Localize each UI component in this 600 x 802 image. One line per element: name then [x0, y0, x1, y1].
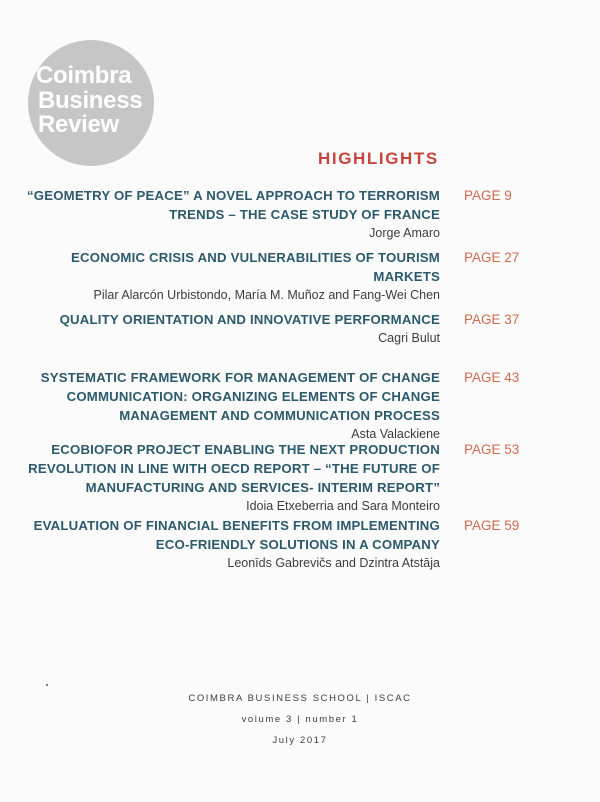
article-page-number[interactable]: PAGE 37 [464, 312, 520, 327]
article-title[interactable] [0, 516, 440, 554]
article-title-line: MANAGEMENT AND COMMUNICATION PROCESS [119, 408, 440, 423]
article-title-line: SYSTEMATIC FRAMEWORK FOR MANAGEMENT OF CHANGE [40, 370, 440, 385]
article-authors: Idoia Etxeberria and Sara Monteiro [246, 499, 440, 513]
article-title-line: ECONOMIC CRISIS AND VULNERABILITIES OF TOURISM [71, 250, 440, 265]
article-title[interactable] [0, 248, 440, 286]
article-title-line: EVALUATION OF FINANCIAL BENEFITS FROM IMPLEMENTING [33, 518, 440, 533]
article-authors: Leonīds Gabrevičs and Dzintra Atstāja [227, 556, 440, 570]
article-title-line: REVOLUTION IN LINE WITH OECD REPORT – “THE FUTURE OF [28, 461, 440, 476]
article-title-line: COMMUNICATION: ORGANIZING ELEMENTS OF CHANGE [66, 389, 440, 404]
highlights-heading: HIGHLIGHTS [318, 149, 439, 168]
article-page-number[interactable]: PAGE 53 [464, 442, 520, 457]
article-title-line: MANUFACTURING AND SERVICES- INTERIM REPORT” [85, 480, 440, 495]
article-title-line: MARKETS [373, 269, 440, 284]
article-authors: Jorge Amaro [369, 226, 440, 240]
article-page-number[interactable]: PAGE 27 [464, 250, 520, 265]
article-title-line: TRENDS – THE CASE STUDY OF FRANCE [169, 207, 440, 222]
logo-line-3: Review [38, 111, 119, 138]
article-authors: Pilar Alarcón Urbistondo, María M. Muñoz and Fang-Wei Chen [93, 288, 440, 302]
article-title[interactable] [0, 186, 440, 224]
journal-logo [28, 40, 154, 166]
article-page-number[interactable]: PAGE 9 [464, 188, 512, 203]
article-page-number[interactable]: PAGE 43 [464, 370, 520, 385]
footer-date: July 2017 [272, 735, 328, 746]
article-authors: Asta Valackiene [351, 427, 440, 441]
article-title[interactable] [0, 368, 440, 425]
article-title-line: “GEOMETRY OF PEACE” A NOVEL APPROACH TO TERRORISM [26, 188, 440, 203]
article-title[interactable] [0, 310, 440, 329]
article-page-number[interactable]: PAGE 59 [464, 518, 520, 533]
print-speck [46, 684, 48, 686]
logo-line-2: Business [38, 87, 143, 114]
article-title-line: ECO-FRIENDLY SOLUTIONS IN A COMPANY [155, 537, 440, 552]
article-title-line: ECOBIOFOR PROJECT ENABLING THE NEXT PRODUCTION [51, 442, 440, 457]
article-authors: Cagri Bulut [378, 331, 440, 345]
footer-volume: volume 3 | number 1 [241, 714, 359, 725]
logo-line-1: Coimbra [36, 62, 132, 89]
article-title[interactable] [0, 440, 440, 497]
article-title-line: QUALITY ORIENTATION AND INNOVATIVE PERFORMANCE [59, 312, 440, 327]
footer-school: COIMBRA BUSINESS SCHOOL | ISCAC [188, 693, 412, 704]
